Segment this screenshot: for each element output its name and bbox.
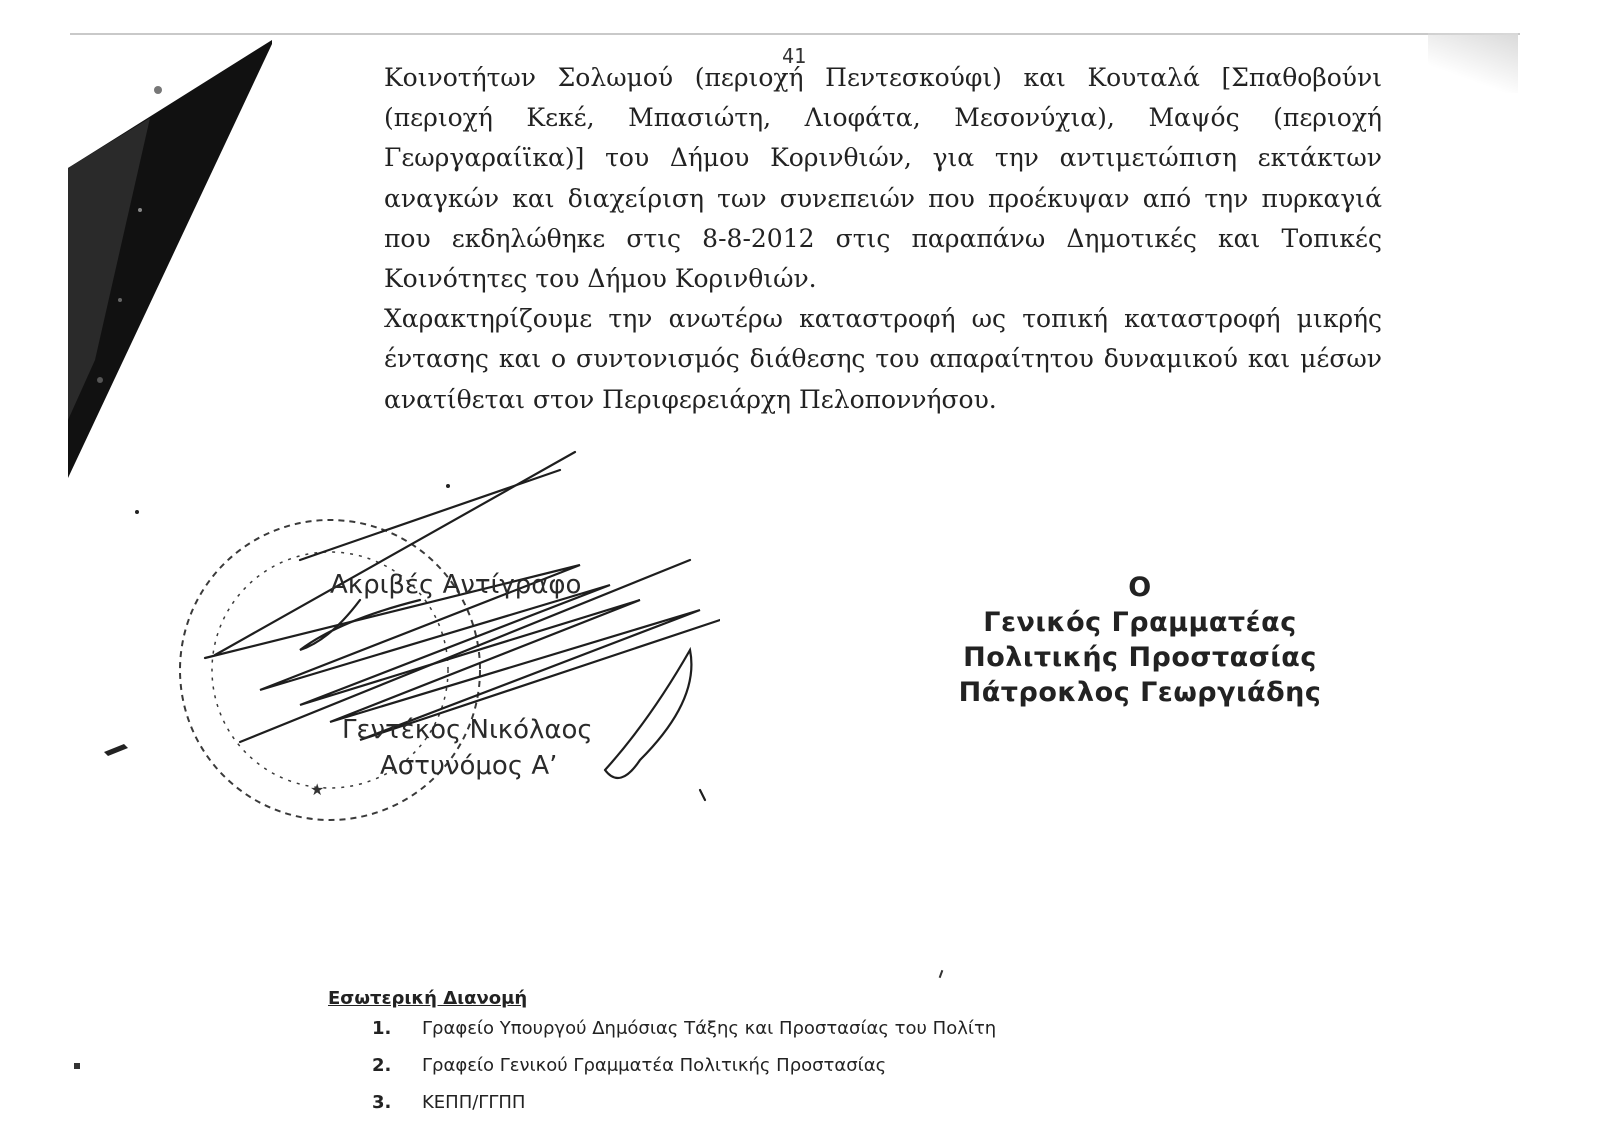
list-item: 2. Γραφείο Γενικού Γραμματέα Πολιτικής Προστασίας bbox=[372, 1055, 887, 1076]
signer-name: Πάτροκλος Γεωργιάδης bbox=[958, 677, 1322, 708]
signer-block bbox=[940, 570, 1340, 710]
signer-title: Γενικός Γραμματέας bbox=[983, 607, 1297, 638]
signer-department: Πολιτικής Προστασίας bbox=[963, 642, 1317, 673]
handwritten-signature bbox=[205, 452, 720, 800]
distribution-list bbox=[372, 1018, 996, 1129]
scan-corner-shadow bbox=[1428, 33, 1518, 93]
certifier-name: Γεντέκος Νικόλαος bbox=[342, 715, 593, 745]
signer-article: Ο bbox=[1128, 572, 1152, 603]
body-paragraph-2: Χαρακτηρίζουμε την ανωτέρω καταστροφή ως τοπική καταστροφή μικρής έντασης και ο συντονισμός διάθεσης του απαραίτητου δυναμικού και μέσων ανατίθεται στον Περιφερειάρχη Πελοποννήσου. bbox=[384, 304, 1382, 414]
distribution-title: Εσωτερική Διανομή bbox=[328, 988, 528, 1009]
scan-speck bbox=[939, 970, 944, 978]
certifier-rank: Αστυνόμος Α’ bbox=[380, 751, 558, 781]
list-item: 3. ΚΕΠΠ/ΓΓΠΠ bbox=[372, 1092, 526, 1113]
list-item: 1. Γραφείο Υπουργού Δημόσιας Τάξης και Προστασίας του Πολίτη bbox=[372, 1018, 997, 1039]
body-paragraph-1: Κοινοτήτων Σολωμού (περιοχή Πεντεσκούφι) και Κουταλά [Σπαθοβούνι (περιοχή Κεκέ, Μπασιώτη, Λιοφάτα, Μεσονύχια), Μαψός (περιοχή Γεωργαραίϊκα)] του Δήμου Κορινθιών, για την αντιμετώπιση εκτάκτων αναγκών και διαχείριση των συνεπειών που προέκυψαν από την πυρκαγιά που εκδηλώθηκε στις 8-8-2012 στις παραπάνω Δημοτικές και Τοπικές Κοινότητες του Δήμου Κορινθιών. bbox=[384, 63, 1382, 294]
scan-speck bbox=[74, 1063, 80, 1069]
certified-copy-label: Ακριβές Αντίγραφο bbox=[330, 570, 582, 600]
stamp-star-icon: ★ bbox=[310, 782, 325, 799]
official-stamp-and-signature bbox=[0, 0, 720, 830]
page-number: 41 bbox=[782, 44, 807, 68]
